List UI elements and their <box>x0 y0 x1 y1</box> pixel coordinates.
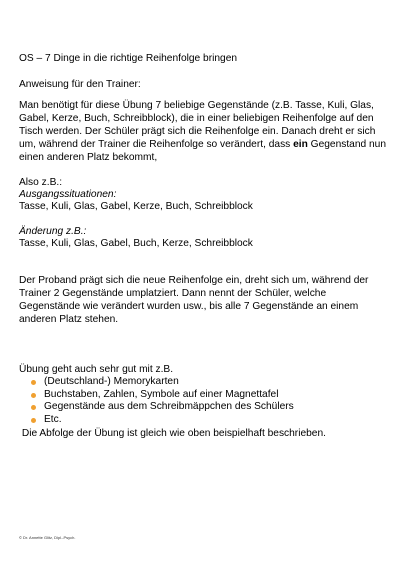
list-item-label: (Deutschland-) Memorykarten <box>44 376 179 387</box>
example-intro: Also z.B.: <box>19 177 63 188</box>
list-item-label: Buchstaben, Zahlen, Symbole auf einer Magnettafel <box>44 388 279 400</box>
change-label: Änderung z.B.: <box>19 226 87 237</box>
list-item <box>19 414 379 427</box>
bullet-icon <box>31 418 36 423</box>
variants-list <box>19 376 379 426</box>
closing-sentence: Die Abfolge der Übung ist gleich wie oben beispielhaft beschrieben. <box>19 428 326 439</box>
list-item-label: Etc. <box>44 413 62 425</box>
paragraph-text-before: Man benötigt für diese Übung 7 beliebige Gegenstände (z.B. Tasse, Kuli, Glas, Gabel, Kerze, Buch, Schreibblock), die in einer beliebigen Reihenfolge auf den Tisch werden. Der Schüler prägt sich die Reihenfolge ein. Danach dreht er sich um, während der Trainer die Reihenfolge so verändert, dass <box>19 100 376 150</box>
starting-label: Ausgangssituationen: <box>19 189 117 200</box>
list-item <box>19 389 379 402</box>
bullet-icon <box>31 380 36 385</box>
emphasis-word: ein <box>293 139 308 150</box>
variants-intro: Übung geht auch sehr gut mit z.B. <box>19 364 174 375</box>
instructions-paragraph <box>19 99 389 164</box>
document-title: OS – 7 Dinge in die richtige Reihenfolge bringen <box>19 53 238 64</box>
starting-items: Tasse, Kuli, Glas, Gabel, Kerze, Buch, Schreibblock <box>19 201 253 212</box>
instructions-heading: Anweisung für den Trainer: <box>19 79 141 90</box>
change-items: Tasse, Kuli, Glas, Gabel, Buch, Kerze, Schreibblock <box>19 238 253 249</box>
bullet-icon <box>31 405 36 410</box>
list-item-label: Gegenstände aus dem Schreibmäppchen des Schülers <box>44 401 294 412</box>
list-item <box>19 401 379 414</box>
copyright-footer: © Dr. Annette Glitz, Dipl.-Psych. <box>19 535 76 540</box>
paragraph-text-after: Gegenstand nun einen anderen Platz bekommt, <box>19 139 386 163</box>
list-item <box>19 376 379 389</box>
procedure-paragraph: Der Proband prägt sich die neue Reihenfolge ein, dreht sich um, während der Trainer 2 Gegenstände umplatziert. Dann nennt der Schüler, welche Gegenstände wie verändert wurden usw., bis alle 7 Gegenstände an einem anderen Platz stehen. <box>19 275 369 325</box>
bullet-icon <box>31 393 36 398</box>
